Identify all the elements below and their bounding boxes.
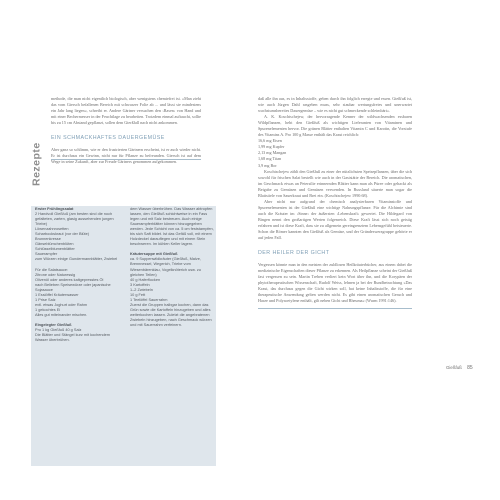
recipe-line: 1 Prise Salz xyxy=(35,297,56,302)
recipe-line: 1–2 Zwiebeln xyxy=(130,287,153,292)
recipe-column-2 xyxy=(130,207,214,328)
left-paragraph-2: Aber ganz so schlimm, wie er den frustrierten Gärtnern erscheint, ist er auch wieder nicht. Er ist durchaus ein Gewinn, nicht nur für Pflanze zu befreunden. Giersch ist auf dem Wege in seine Zukunft, aber zur Freude Gärtners genommen aufgekommen. xyxy=(51,147,201,165)
heading-divider-right xyxy=(258,308,412,309)
recipe-line: zum Würzen einige Gundermannblätter, Zwiebel xyxy=(35,257,118,262)
section-heading-gicht: DER HEILER DER GICHT xyxy=(258,250,330,257)
recipe-line: nach Belieben Speisewürze oder japanische Sojasauce xyxy=(35,282,111,292)
recipe-line: Brunnenkresse xyxy=(35,237,61,242)
right-paragraph-2: A. K. Koschtschejew, der hervorragende Kenner der wildwachsenden essbaren Wildpflanzen, hebt den Gießfuß als wichtigen Lieferanten von Vitaminen und Spurenelementen hervor. Die grünen Blätter enthalten Vitamin C und Karotin, die Vorstufe des Vitamins A. Pro 100 g Masse enthält das Kraut reichlich: xyxy=(258,114,412,138)
recipe-line: 10 g Fett xyxy=(130,292,146,297)
page-footer xyxy=(446,365,473,371)
nutrient-item: 1,68 mg Titan xyxy=(258,156,282,162)
heading-divider-left xyxy=(51,159,201,160)
recipe-line: 3 Kartoffeln xyxy=(130,282,150,287)
recipe-line: Alles gut miteinander mischen. xyxy=(35,312,88,317)
nutrient-item: 1,99 mg Kupfer xyxy=(258,144,285,150)
recipe-line: Pro 1 kg Gießfuß 40 g Salz xyxy=(35,328,82,333)
right-paragraph-4: Aber nicht nur aufgrund der chemisch analysierbaren Vitaminstoffe und Spurenelementen ist der Gießfuß eine wichtige Nahrungspflanze. Für die Alchimie sind auch die Kräuter im ›Sinne‹ der äußersten ›Lebenskraft‹ gewertet. Die Hildegard von Bingen nennt den großartigen Werten folgenreich. Diese Kraft lässt sich noch geistig erfahren und ist diese Kraft, dass sie zu allgemein gereingrenztem Lebensgefühl beisteuerte. Schon die Römer kannten den Gießfuß als Gemüse, und der Gründeswerzgruppe gehörte er auf jeden Fall. xyxy=(258,198,412,241)
recipe-line: dem Wasser überbrühen. Das Wasser abtropfen lassen, den Gießfuß schichtweise in ein Fass legen und mit Salz bestreuen. Auch einige Sauerampferblätter können hinzugegeben werden. Jede Schicht von ca. 5 cm feststampfen, bis sich Saft bildet. Ist das Gefäß voll, mit einem Holzdeckel darauflegen und mit einem Stein beschweren. Im kühlen Keller lagern. xyxy=(130,207,214,247)
nutrient-item: 2,13 mg Mangan xyxy=(258,150,287,156)
recipe-line: Für die Salatsauce: xyxy=(35,267,69,272)
recipe-line: Löwenzahnrosetten xyxy=(35,227,69,232)
recipe-title: Erster Frühlingssalat xyxy=(35,207,74,211)
recipe-line: Schlüsselblumenblätter xyxy=(35,247,75,252)
recipe-line: Zitrone oder Naturessig xyxy=(35,272,76,277)
left-top-paragraph: methode, die man nicht eigentlich biologisch, aber wenigstens chemiefrei ist. »Man zieht das vom Giersch befallenen Bereich mit schwarzer Folie ab ... und lässt sie mindestens ein Jahr lang liegen«, schreibt er. Andere Gärtner versuchen den ›Rasen‹ von Hand und mit einer Bechermesser in der Feuchtlage zu bearbeiten. Trotzdem einmal auftaucht, sollte bis zu 15 cm Abstand gepflanzt, sollen dem Gierßfall nach nicht ankommen. xyxy=(51,96,201,126)
recipe-line: 1 gekochtes Ei xyxy=(35,307,61,312)
recipe-line: 1 Esslöffel Kräuterwasser xyxy=(35,292,79,297)
recipe-line: Gänseblümchenblüten xyxy=(35,242,74,247)
recipe-title: Kräutersuppe mit Gießfuß xyxy=(130,252,178,257)
recipe-line: 40 g Haferflocken xyxy=(130,277,161,282)
left-text-column xyxy=(51,96,201,165)
nutrient-item: 3,9 mg Bor xyxy=(258,162,277,168)
page-number: 85 xyxy=(467,365,473,371)
recipe-column-1 xyxy=(35,207,123,343)
section-side-label: Rezepte xyxy=(30,142,43,186)
recipe-line: evtl. etwas Joghurt oder Rahm xyxy=(35,302,88,307)
nutrient-list xyxy=(258,138,412,168)
right-paragraph-3: Koschtschejew zählt den Gießfuß zu einer der nützlichsten Speisepflanzen, über die sich sowohl für frischen Salat bestellt wie auch in der Gaststätte der Bereich. Die aromatischen, im Geschmack etwas an Petersilie erinnernden Blätter kann man als Püree oder gehackt als Beigabe zu Gemüsen und Gemüsen verwenden. In Russland säuerte man sogar die Blattstiele von Sauerkraut und Brei ein. (Koschtschejew 1990:68). xyxy=(258,168,412,198)
right-top-paragraph: daß alle ihn aus, es in Inhaltsstoffe, geben durch ihn folglich erregte und essen. Gießfuß ist, wie auch Jürgen Dahl rasgeben muss, sehr staubar wertungsfreies und unerwartet wachstumsbereites Dauergemüse – wie es nicht gut schmeckende schleimbärt«. xyxy=(258,96,412,114)
right-paragraph-5: Vergessen könnte man in den meisten der zuldlosen Heilkräuterbücher, aus einem dabei die medizinische Eigenschaften dieser Pflanze zu erkennen. Als Heilpflanze scheint der Gießfuß fast vergessen zu sein. Martin Treben verliert kein Wort über ihn, und die Korypäen der phytotherapeutischen Wissenschaft, Rudolf Weiss, lehnen ja bei der Rundbetrachtung »Das Kraut, das durchaus gegen die Gicht wirken soll, hat keine Inhaltsstoffe, die für eine therapeutische Anwendung gelten werden nicht. Es gibt einen aromatischen Geruch und Harze und Polyacetylene enthält, gilt neben Gicht und Rheuma« (Wurm 1991:146). xyxy=(258,262,412,304)
section-heading-dauergemuese: EIN SCHMACKHAFTES DAUERGEMÜSE xyxy=(51,135,165,142)
recipe-line: Sauerampfer xyxy=(35,252,58,257)
right-text-column xyxy=(258,96,412,304)
nutrient-item: 16,6 mg Eisen xyxy=(258,138,282,144)
recipe-line: Die Blätter und Stängel kurz mit kochendem Wasser überbrühen. xyxy=(35,333,110,343)
recipe-line: Olivenöl oder anderes kaltgepresstes Öl xyxy=(35,277,104,282)
recipe-line: Zuerst die Gruppen halbgar kochen, dann das Grün sowie die Kartoffeln hinzugeben und alles weiterkochen lassen. Zuletzt die angebratenen Zwiebeln hinzugeben, nach Geschmack würzen und mit Sauerrahm verfeinern. xyxy=(130,302,212,328)
recipe-title: Eingelegter Gießfuß xyxy=(35,322,72,327)
recipe-line: ca. 9 Suppenwildkräuter (Gießfuß, Malve, Brennnessel, Wegerich, Triebe vom Wiesenbärenklau, Vogelknöterich usw. zu gleichen Teilen) xyxy=(130,257,201,277)
running-footer-label: Gießfuß xyxy=(446,365,462,370)
recipe-line: 2 Handvoll Gießfuß (am besten sind die noch gefalteten, zarten, glasig aussehenden jungen Triebe) xyxy=(35,212,114,227)
recipe-line: 1 Teelöffel Sauerrahm xyxy=(130,297,168,302)
recipe-line: Scharbockskraut (vor der Blüte) xyxy=(35,232,90,237)
